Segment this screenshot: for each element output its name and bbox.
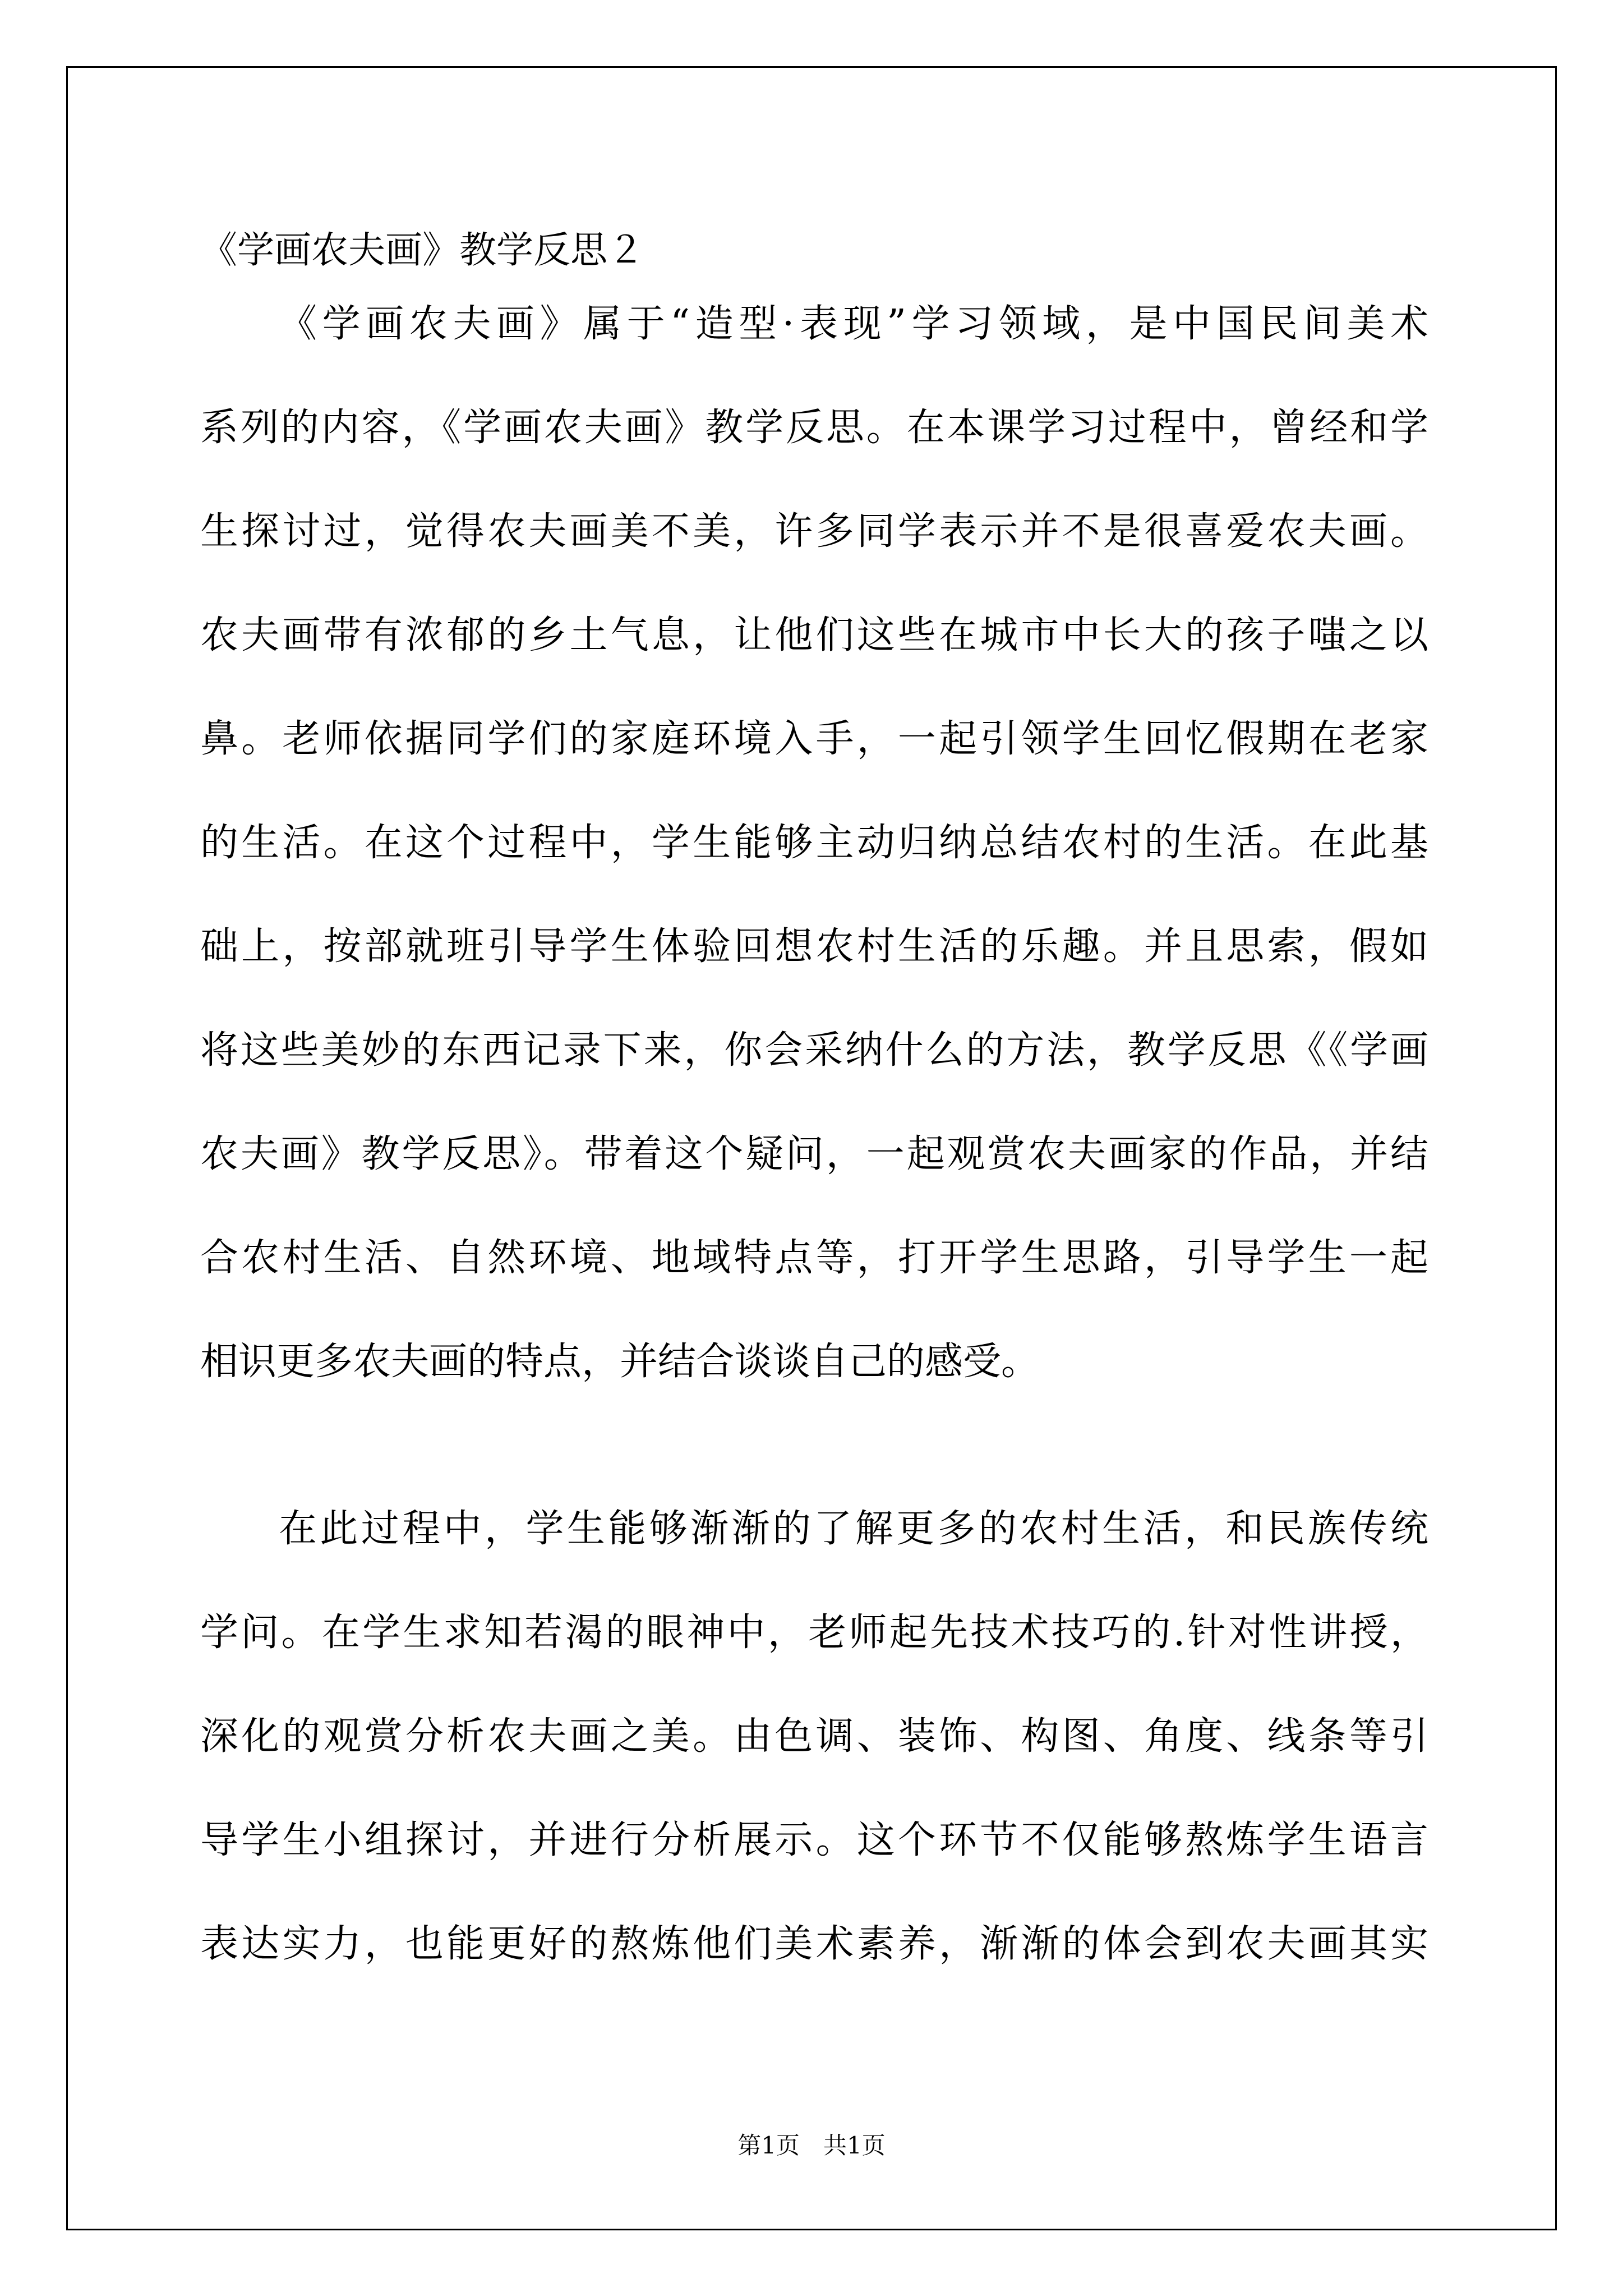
page-footer [0, 2129, 1623, 2162]
paragraph-line: 的生活。在这个过程中，学生能够主动归纳总结农村的生活。在此基 [200, 821, 1428, 865]
paragraph-1 [200, 272, 1428, 1414]
paragraph-line: 将这些美妙的东西记录下来，你会采纳什么的方法，教学反思《《学画 [200, 1028, 1428, 1073]
page-number-label: 第1页 共1页 [737, 2132, 886, 2159]
paragraph-line: 在此过程中，学生能够渐渐的了解更多的农村生活，和民族传统 [279, 1507, 1428, 1551]
paragraph-line: 表达实力，也能更好的熬炼他们美术素养，渐渐的体会到农夫画其实 [200, 1922, 1428, 1966]
paragraph-line: 合农村生活、自然环境、地域特点等，打开学生思路，引导学生一起 [200, 1236, 1428, 1280]
paragraph-line: 农夫画》教学反思》。带着这个疑问，一起观赏农夫画家的作品，并结 [200, 1132, 1428, 1176]
paragraph-line: 相识更多农夫画的特点，并结合谈谈自己的感受。 [200, 1340, 1040, 1384]
paragraph-line: 学问。在学生求知若渴的眼神中，老师起先技术技巧的.针对性讲授， [200, 1611, 1428, 1655]
paragraph-line: 系列的内容，《学画农夫画》教学反思。在本课学习过程中，曾经和学 [200, 406, 1428, 450]
paragraph-line: 农夫画带有浓郁的乡土气息，让他们这些在城市中长大的孩子嗤之以 [200, 613, 1428, 657]
paragraph-line: 生探讨过，觉得农夫画美不美，许多同学表示并不是很喜爱农夫画。 [200, 509, 1428, 554]
paragraph-line: 《学画农夫画》属于“造型·表现”学习领域，是中国民间美术 [279, 302, 1428, 346]
paragraph-2 [200, 1477, 1428, 1996]
paragraph-line: 导学生小组探讨，并进行分析展示。这个环节不仅能够熬炼学生语言 [200, 1818, 1428, 1862]
paragraph-line: 鼻。老师依据同学们的家庭环境入手，一起引领学生回忆假期在老家 [200, 717, 1428, 761]
paragraph-line: 础上，按部就班引导学生体验回想农村生活的乐趣。并且思索，假如 [200, 924, 1428, 969]
document-title: 《学画农夫画》教学反思２ [200, 228, 644, 272]
paragraph-line: 深化的观赏分析农夫画之美。由色调、装饰、构图、角度、线条等引 [200, 1714, 1428, 1759]
